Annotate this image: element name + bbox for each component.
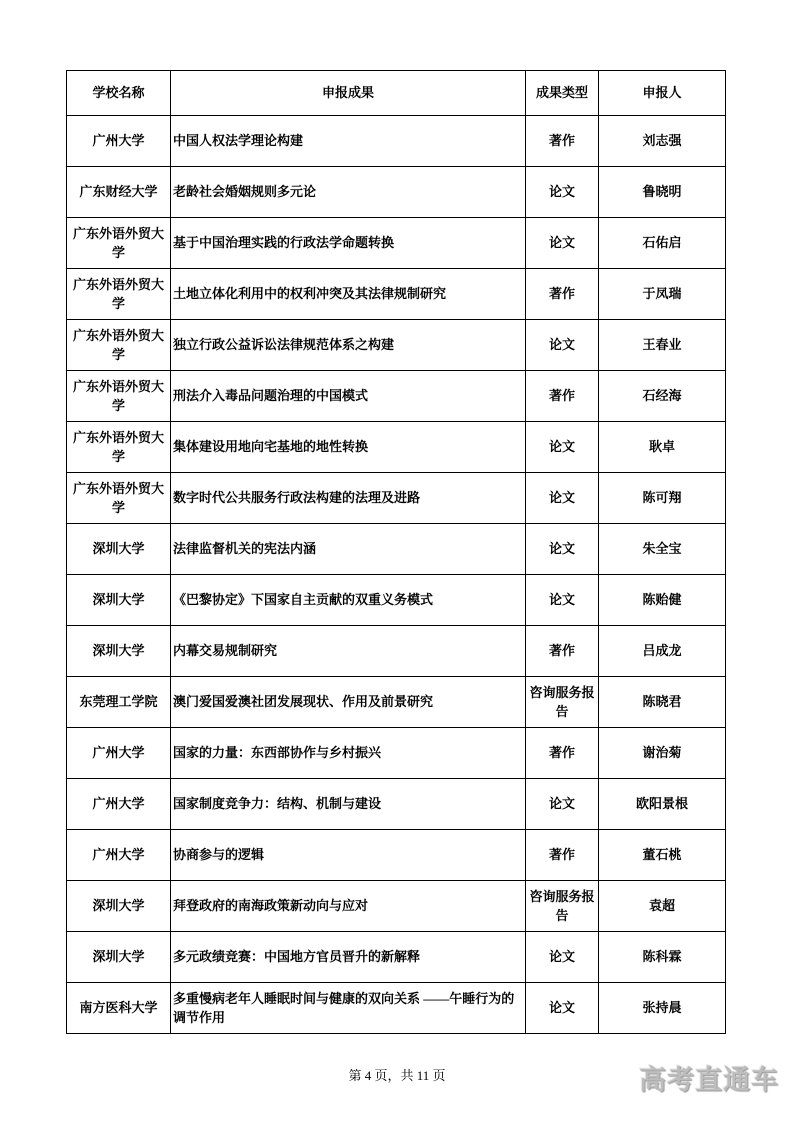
- type-cell: 论文: [526, 320, 599, 371]
- school-cell: 广东财经大学: [67, 167, 171, 218]
- table-row: [67, 473, 726, 524]
- school-cell: 东莞理工学院: [67, 677, 171, 728]
- header-achievement: 申报成果: [171, 71, 526, 116]
- header-school: 学校名称: [67, 71, 171, 116]
- achievement-cell: 基于中国治理实践的行政法学命题转换: [171, 218, 526, 269]
- achievement-cell: 老龄社会婚姻规则多元论: [171, 167, 526, 218]
- table-row: [67, 932, 726, 983]
- applicant-cell: 于凤瑞: [599, 269, 726, 320]
- school-cell: 南方医科大学: [67, 983, 171, 1034]
- achievement-cell: 刑法介入毒品问题治理的中国模式: [171, 371, 526, 422]
- applicant-cell: 石佑启: [599, 218, 726, 269]
- applicant-cell: 朱全宝: [599, 524, 726, 575]
- table-row: [67, 983, 726, 1034]
- page-number: 第 4 页，共 11 页: [348, 1068, 446, 1083]
- applicant-cell: 耿卓: [599, 422, 726, 473]
- table-row: [67, 371, 726, 422]
- achievement-cell: 拜登政府的南海政策新动向与应对: [171, 881, 526, 932]
- applicant-cell: 袁超: [599, 881, 726, 932]
- achievement-cell: 协商参与的逻辑: [171, 830, 526, 881]
- type-cell: 论文: [526, 983, 599, 1034]
- applicant-cell: 欧阳景根: [599, 779, 726, 830]
- applicant-cell: 陈科霖: [599, 932, 726, 983]
- type-cell: 著作: [526, 626, 599, 677]
- table-row: [67, 422, 726, 473]
- type-cell: 论文: [526, 167, 599, 218]
- type-cell: 论文: [526, 575, 599, 626]
- achievement-cell: 澳门爱国爱澳社团发展现状、作用及前景研究: [171, 677, 526, 728]
- applicant-cell: 陈晓君: [599, 677, 726, 728]
- applicant-cell: 鲁晓明: [599, 167, 726, 218]
- applicant-cell: 石经海: [599, 371, 726, 422]
- header-applicant: 申报人: [599, 71, 726, 116]
- applicant-cell: 谢治菊: [599, 728, 726, 779]
- table-row: [67, 830, 726, 881]
- type-cell: 咨询服务报告: [526, 677, 599, 728]
- applicant-cell: 刘志强: [599, 116, 726, 167]
- achievement-cell: 独立行政公益诉讼法律规范体系之构建: [171, 320, 526, 371]
- achievement-cell: 《巴黎协定》下国家自主贡献的双重义务模式: [171, 575, 526, 626]
- achievement-cell: 国家制度竞争力：结构、机制与建设: [171, 779, 526, 830]
- type-cell: 论文: [526, 779, 599, 830]
- table-row: [67, 677, 726, 728]
- type-cell: 著作: [526, 371, 599, 422]
- type-cell: 论文: [526, 932, 599, 983]
- applicant-cell: 吕成龙: [599, 626, 726, 677]
- table-row: [67, 320, 726, 371]
- table-row: [67, 626, 726, 677]
- achievement-cell: 国家的力量：东西部协作与乡村振兴: [171, 728, 526, 779]
- school-cell: 广东外语外贸大学: [67, 422, 171, 473]
- table-row: [67, 218, 726, 269]
- type-cell: 论文: [526, 422, 599, 473]
- type-cell: 著作: [526, 116, 599, 167]
- applicant-cell: 陈可翔: [599, 473, 726, 524]
- school-cell: 深圳大学: [67, 575, 171, 626]
- header-type: 成果类型: [526, 71, 599, 116]
- watermark-text: 高考直通车: [639, 1065, 779, 1095]
- school-cell: 广州大学: [67, 116, 171, 167]
- applicant-cell: 董石桃: [599, 830, 726, 881]
- type-cell: 著作: [526, 728, 599, 779]
- type-cell: 论文: [526, 218, 599, 269]
- achievement-cell: 内幕交易规制研究: [171, 626, 526, 677]
- type-cell: 著作: [526, 269, 599, 320]
- table-row: [67, 524, 726, 575]
- achievement-cell: 多重慢病老年人睡眠时间与健康的双向关系 ——午睡行为的调节作用: [171, 983, 526, 1034]
- table-row: [67, 575, 726, 626]
- school-cell: 广东外语外贸大学: [67, 320, 171, 371]
- applicant-cell: 张持晨: [599, 983, 726, 1034]
- results-table: [66, 70, 726, 1034]
- applicant-cell: 陈贻健: [599, 575, 726, 626]
- table-row: [67, 728, 726, 779]
- type-cell: 论文: [526, 524, 599, 575]
- table-row: [67, 269, 726, 320]
- results-table-body: [67, 116, 726, 1034]
- type-cell: 著作: [526, 830, 599, 881]
- type-cell: 咨询服务报告: [526, 881, 599, 932]
- achievement-cell: 法律监督机关的宪法内涵: [171, 524, 526, 575]
- school-cell: 广东外语外贸大学: [67, 473, 171, 524]
- school-cell: 深圳大学: [67, 524, 171, 575]
- school-cell: 广州大学: [67, 830, 171, 881]
- school-cell: 广州大学: [67, 779, 171, 830]
- achievement-cell: 中国人权法学理论构建: [171, 116, 526, 167]
- school-cell: 广东外语外贸大学: [67, 218, 171, 269]
- school-cell: 广州大学: [67, 728, 171, 779]
- table-row: [67, 167, 726, 218]
- type-cell: 论文: [526, 473, 599, 524]
- table-header-row: [67, 71, 726, 116]
- applicant-cell: 王春业: [599, 320, 726, 371]
- table-row: [67, 779, 726, 830]
- table-row: [67, 116, 726, 167]
- achievement-cell: 数字时代公共服务行政法构建的法理及进路: [171, 473, 526, 524]
- school-cell: 深圳大学: [67, 881, 171, 932]
- school-cell: 广东外语外贸大学: [67, 371, 171, 422]
- table-row: [67, 881, 726, 932]
- school-cell: 深圳大学: [67, 626, 171, 677]
- achievement-cell: 土地立体化利用中的权利冲突及其法律规制研究: [171, 269, 526, 320]
- school-cell: 深圳大学: [67, 932, 171, 983]
- achievement-cell: 集体建设用地向宅基地的地性转换: [171, 422, 526, 473]
- school-cell: 广东外语外贸大学: [67, 269, 171, 320]
- achievement-cell: 多元政绩竞赛：中国地方官员晋升的新解释: [171, 932, 526, 983]
